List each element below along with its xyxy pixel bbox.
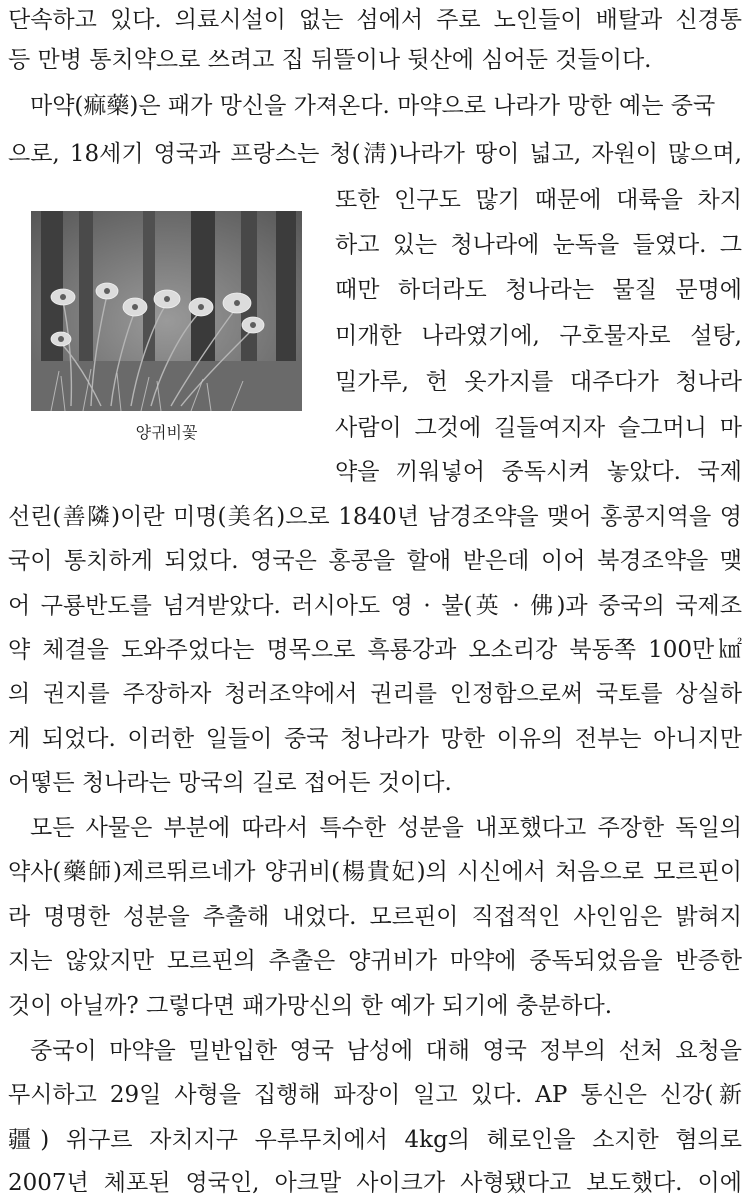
text-line: 것이 아닐까? 그렇다면 패가망신의 한 예가 되기에 충분하다. (8, 993, 613, 1019)
text-line: 모든 사물은 부분에 따라서 특수한 성분을 내포했다고 주장한 독일의 (30, 815, 742, 841)
text-line: 어 구룡반도를 넘겨받았다. 러시아도 영 · 불(英 · 佛)과 중국의 국제조 (8, 593, 742, 619)
text-line: 약 체결을 도와주었다는 명목으로 흑룡강과 오소리강 북동쪽 100만㎢ (8, 637, 742, 663)
text-line: 의 권지를 주장하자 청러조약에서 권리를 인정함으로써 국토를 상실하 (8, 681, 742, 707)
text-line: 疆) 위구르 자치지구 우루무치에서 4kg의 헤로인을 소지한 혐의로 (8, 1127, 742, 1153)
text-line: 사람이 그것에 길들여지자 슬그머니 마 (335, 415, 742, 441)
text-line: 미개한 나라였기에, 구호물자로 설탕, (335, 323, 742, 349)
text-line: 단속하고 있다. 의료시설이 없는 섬에서 주로 노인들이 배탈과 신경통 (8, 7, 742, 33)
text-line: 약을 끼워넣어 중독시켜 놓았다. 국제 (335, 459, 742, 485)
text-line: 무시하고 29일 사형을 집행해 파장이 일고 있다. AP 통신은 신강(新 (8, 1082, 742, 1108)
text-line: 어떻든 청나라는 망국의 길로 접어든 것이다. (8, 770, 452, 796)
figure-caption: 양귀비꽃 (135, 423, 198, 442)
text-line: 등 만병 통치약으로 쓰려고 집 뒤뜰이나 뒷산에 심어둔 것들이다. (8, 47, 652, 73)
text-line: 2007년 체포된 영국인, 아크말 사이크가 사형됐다고 보도했다. 이에 (8, 1170, 742, 1196)
text-line: 밀가루, 헌 옷가지를 대주다가 청나라 (335, 369, 742, 395)
text-line: 하고 있는 청나라에 눈독을 들였다. 그 (335, 232, 742, 258)
poppy-photo (31, 211, 302, 411)
text-line: 마약(痲藥)은 패가 망신을 가져온다. 마약으로 나라가 망한 예는 중국 (30, 93, 716, 119)
poppy-flowers-photo-icon (31, 211, 302, 411)
text-line: 또한 인구도 많기 때문에 대륙을 차지 (335, 187, 742, 213)
text-line: 라 명명한 성분을 추출해 내었다. 모르핀이 직접적인 사인임은 밝혀지 (8, 904, 742, 930)
text-line: 게 되었다. 이러한 일들이 중국 청나라가 망한 이유의 전부는 아니지만 (8, 726, 742, 752)
text-line: 중국이 마약을 밀반입한 영국 남성에 대해 영국 정부의 선처 요청을 (30, 1038, 742, 1064)
text-line: 으로, 18세기 영국과 프랑스는 청(淸)나라가 땅이 넓고, 자원이 많으며, (8, 141, 742, 167)
text-line: 선린(善隣)이란 미명(美名)으로 1840년 남경조약을 맺어 홍콩지역을 영 (8, 504, 742, 530)
text-line: 약사(藥師)제르뛰르네가 양귀비(楊貴妃)의 시신에서 처음으로 모르핀이 (8, 859, 742, 885)
text-line: 지는 않았지만 모르핀의 추출은 양귀비가 마약에 중독되었음을 반증한 (8, 948, 742, 974)
text-line: 국이 통치하게 되었다. 영국은 홍콩을 할애 받은데 이어 북경조약을 맺 (8, 548, 742, 574)
text-line: 때만 하더라도 청나라는 물질 문명에 (335, 277, 742, 303)
